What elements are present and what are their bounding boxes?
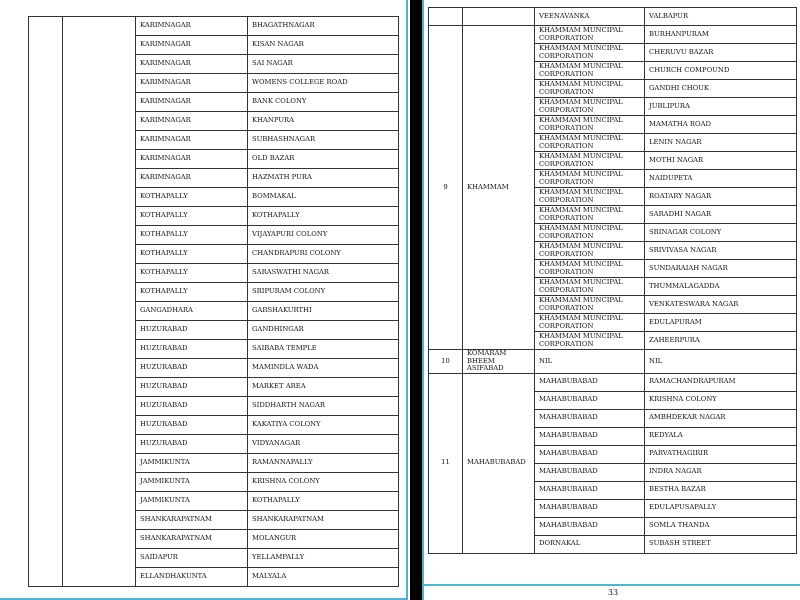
district-cell: MAHABUBABAD xyxy=(463,373,535,553)
area-cell: KHAMMAM MUNCIPAL CORPORATION xyxy=(535,152,645,170)
locality-cell: NIL xyxy=(645,350,797,374)
locality-cell: THUMMALAGADDA xyxy=(645,278,797,296)
locality-cell: KRISHNA COLONY xyxy=(248,473,399,492)
locality-cell: BOMMAKAL xyxy=(248,188,399,207)
area-cell: KARIMNAGAR xyxy=(136,150,248,169)
area-cell: HUZURABAD xyxy=(136,378,248,397)
locality-cell: MAMATHA ROAD xyxy=(645,116,797,134)
area-cell: KOTHAPALLY xyxy=(136,226,248,245)
locality-cell: BESTHA BAZAR xyxy=(645,481,797,499)
area-cell: JAMMIKUNTA xyxy=(136,454,248,473)
area-cell: MAHABUBABAD xyxy=(535,373,645,391)
locality-cell: KHANPURA xyxy=(248,112,399,131)
table-row xyxy=(429,373,797,391)
table-row xyxy=(429,8,797,26)
area-cell: HUZURABAD xyxy=(136,321,248,340)
area-cell: JAMMIKUNTA xyxy=(136,473,248,492)
locality-cell: YELLAMPALLY xyxy=(248,549,399,568)
area-cell: MAHABUBABAD xyxy=(535,499,645,517)
area-cell: KOTHAPALLY xyxy=(136,245,248,264)
serial-cell xyxy=(29,17,63,587)
right-table xyxy=(428,7,797,554)
locality-cell: VIDYANAGAR xyxy=(248,435,399,454)
area-cell: KOTHAPALLY xyxy=(136,188,248,207)
locality-cell: KOTHAPALLY xyxy=(248,207,399,226)
area-cell: KHAMMAM MUNCIPAL CORPORATION xyxy=(535,26,645,44)
area-cell: GANGADHARA xyxy=(136,302,248,321)
locality-cell: KAKATIYA COLONY xyxy=(248,416,399,435)
locality-cell: SRIPURAM COLONY xyxy=(248,283,399,302)
area-cell: KHAMMAM MUNCIPAL CORPORATION xyxy=(535,224,645,242)
district-cell: KHAMMAM xyxy=(463,26,535,350)
locality-cell: VALBAPUR xyxy=(645,8,797,26)
area-cell: KHAMMAM MUNCIPAL CORPORATION xyxy=(535,188,645,206)
locality-cell: BHAGATHNAGAR xyxy=(248,17,399,36)
locality-cell: BANK COLONY xyxy=(248,93,399,112)
serial-cell: 9 xyxy=(429,26,463,350)
locality-cell: NAIDUPETA xyxy=(645,170,797,188)
locality-cell: BURHANPURAM xyxy=(645,26,797,44)
area-cell: MAHABUBABAD xyxy=(535,517,645,535)
area-cell: KHAMMAM MUNCIPAL CORPORATION xyxy=(535,206,645,224)
locality-cell: SOMLA THANDA xyxy=(645,517,797,535)
locality-cell: VENKATESWARA NAGAR xyxy=(645,296,797,314)
locality-cell: GANDHI CHOUK xyxy=(645,80,797,98)
area-cell: HUZURABAD xyxy=(136,340,248,359)
area-cell: KHAMMAM MUNCIPAL CORPORATION xyxy=(535,116,645,134)
locality-cell: SARASWATHI NAGAR xyxy=(248,264,399,283)
area-cell: ELLANDHAKUNTA xyxy=(136,568,248,587)
locality-cell: RAMACHANDRAPURAM xyxy=(645,373,797,391)
locality-cell: PARVATHAGIRIR xyxy=(645,445,797,463)
area-cell: MAHABUBABAD xyxy=(535,463,645,481)
locality-cell: SUBHASHNAGAR xyxy=(248,131,399,150)
locality-cell: JUBLIPURA xyxy=(645,98,797,116)
area-cell: KHAMMAM MUNCIPAL CORPORATION xyxy=(535,296,645,314)
area-cell: MAHABUBABAD xyxy=(535,445,645,463)
locality-cell: MALYALA xyxy=(248,568,399,587)
locality-cell: SIDDHARTH NAGAR xyxy=(248,397,399,416)
area-cell: DORNAKAL xyxy=(535,535,645,553)
locality-cell: SRINAGAR COLONY xyxy=(645,224,797,242)
area-cell: KARIMNAGAR xyxy=(136,17,248,36)
locality-cell: LENIN NAGAR xyxy=(645,134,797,152)
area-cell: KARIMNAGAR xyxy=(136,36,248,55)
area-cell: SHANKARAPATNAM xyxy=(136,511,248,530)
area-cell: HUZURABAD xyxy=(136,416,248,435)
area-cell: HUZURABAD xyxy=(136,435,248,454)
locality-cell: MARKET AREA xyxy=(248,378,399,397)
area-cell: MAHABUBABAD xyxy=(535,391,645,409)
area-cell: KHAMMAM MUNCIPAL CORPORATION xyxy=(535,44,645,62)
page-gutter xyxy=(410,0,422,600)
serial-cell: 10 xyxy=(429,350,463,374)
locality-cell: MOLANGUR xyxy=(248,530,399,549)
locality-cell: EDULAPURAM xyxy=(645,314,797,332)
area-cell: KHAMMAM MUNCIPAL CORPORATION xyxy=(535,134,645,152)
area-cell: NIL xyxy=(535,350,645,374)
locality-cell: SRIVIVASA NAGAR xyxy=(645,242,797,260)
area-cell: VEENAVANKA xyxy=(535,8,645,26)
locality-cell: MOTHI NAGAR xyxy=(645,152,797,170)
area-cell: KARIMNAGAR xyxy=(136,131,248,150)
area-cell: KHAMMAM MUNCIPAL CORPORATION xyxy=(535,98,645,116)
locality-cell: SHANKARAPATNAM xyxy=(248,511,399,530)
area-cell: KARIMNAGAR xyxy=(136,169,248,188)
area-cell: KOTHAPALLY xyxy=(136,283,248,302)
area-cell: MAHABUBABAD xyxy=(535,481,645,499)
locality-cell: CHURCH COMPOUND xyxy=(645,62,797,80)
serial-cell: 11 xyxy=(429,373,463,553)
locality-cell: AMBHDEKAR NAGAR xyxy=(645,409,797,427)
locality-cell: INDRA NAGAR xyxy=(645,463,797,481)
locality-cell: VIJAYAPURI COLONY xyxy=(248,226,399,245)
area-cell: KOTHAPALLY xyxy=(136,264,248,283)
page-number: 33 xyxy=(607,588,619,597)
locality-cell: SUBASH STREET xyxy=(645,535,797,553)
area-cell: MAHABUBABAD xyxy=(535,409,645,427)
locality-cell: GARSHAKURTHI xyxy=(248,302,399,321)
table-row xyxy=(29,17,399,36)
locality-cell: SARADHI NAGAR xyxy=(645,206,797,224)
area-cell: KHAMMAM MUNCIPAL CORPORATION xyxy=(535,278,645,296)
district-cell xyxy=(463,8,535,26)
area-cell: KHAMMAM MUNCIPAL CORPORATION xyxy=(535,80,645,98)
area-cell: HUZURABAD xyxy=(136,359,248,378)
area-cell: KHAMMAM MUNCIPAL CORPORATION xyxy=(535,314,645,332)
area-cell: HUZURABAD xyxy=(136,397,248,416)
locality-cell: ROATARY NAGAR xyxy=(645,188,797,206)
locality-cell: HAZMATH PURA xyxy=(248,169,399,188)
area-cell: KHAMMAM MUNCIPAL CORPORATION xyxy=(535,242,645,260)
serial-cell xyxy=(429,8,463,26)
locality-cell: SAI NAGAR xyxy=(248,55,399,74)
area-cell: KOTHAPALLY xyxy=(136,207,248,226)
area-cell: KHAMMAM MUNCIPAL CORPORATION xyxy=(535,62,645,80)
table-row xyxy=(429,26,797,44)
locality-cell: KISAN NAGAR xyxy=(248,36,399,55)
area-cell: KHAMMAM MUNCIPAL CORPORATION xyxy=(535,260,645,278)
locality-cell: RAMANNAPALLY xyxy=(248,454,399,473)
area-cell: JAMMIKUNTA xyxy=(136,492,248,511)
right-page xyxy=(422,0,800,600)
locality-cell: GANDHINGAR xyxy=(248,321,399,340)
locality-cell: OLD BAZAR xyxy=(248,150,399,169)
locality-cell: CHERUVU BAZAR xyxy=(645,44,797,62)
area-cell: SAIDAPUR xyxy=(136,549,248,568)
locality-cell: ZAHEERPURA xyxy=(645,332,797,350)
district-cell: KOMARAM BHEEM ASIFABAD xyxy=(463,350,535,374)
locality-cell: SAIBABA TEMPLE xyxy=(248,340,399,359)
locality-cell: MAMINDLA WADA xyxy=(248,359,399,378)
locality-cell: KOTHAPALLY xyxy=(248,492,399,511)
locality-cell: WOMENS COLLEGE ROAD xyxy=(248,74,399,93)
left-table xyxy=(28,16,399,587)
page-border xyxy=(424,584,800,586)
locality-cell: KRISHNA COLONY xyxy=(645,391,797,409)
district-cell xyxy=(63,17,136,587)
area-cell: KHAMMAM MUNCIPAL CORPORATION xyxy=(535,332,645,350)
locality-cell: CHANDRAPURI COLONY xyxy=(248,245,399,264)
locality-cell: REDYALA xyxy=(645,427,797,445)
area-cell: KARIMNAGAR xyxy=(136,93,248,112)
locality-cell: EDULAPUSAPALLY xyxy=(645,499,797,517)
area-cell: KHAMMAM MUNCIPAL CORPORATION xyxy=(535,170,645,188)
area-cell: MAHABUBABAD xyxy=(535,427,645,445)
area-cell: KARIMNAGAR xyxy=(136,74,248,93)
area-cell: KARIMNAGAR xyxy=(136,55,248,74)
locality-cell: SUNDARAIAH NAGAR xyxy=(645,260,797,278)
area-cell: SHANKARAPATNAM xyxy=(136,530,248,549)
area-cell: KARIMNAGAR xyxy=(136,112,248,131)
table-row xyxy=(429,350,797,374)
